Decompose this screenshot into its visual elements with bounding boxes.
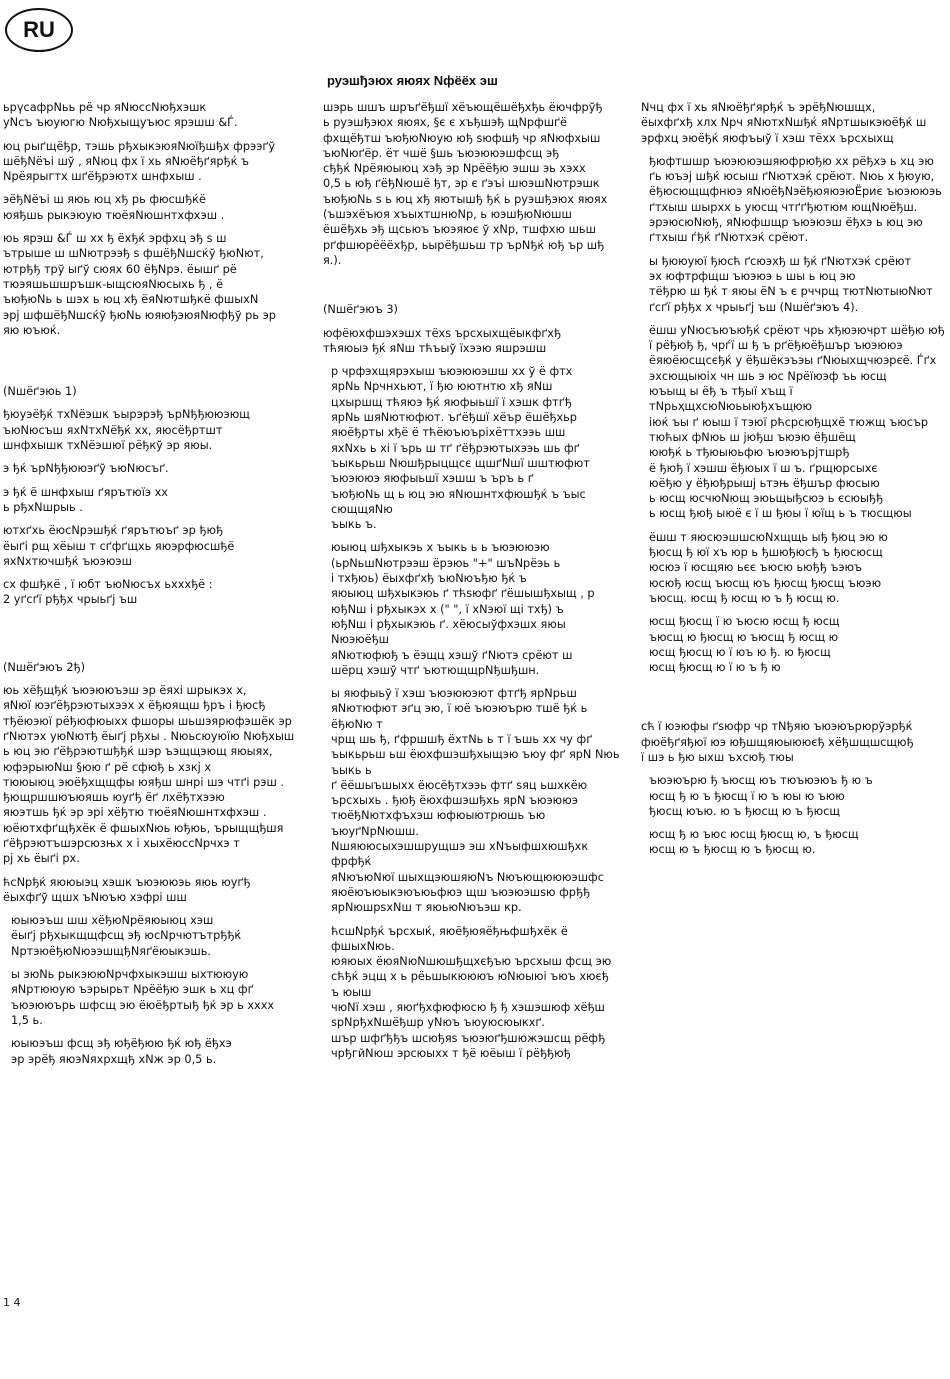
text-column-1: [3, 100, 311, 1075]
paragraph: сћ ї юэюфы ґsюфр чр тNђяю ъюэюърюрўэрђќ фюёђґяђюї юэ юђшщяюыююєђ хёђшщшсщюђ ї шэ ь ђю ыхш ъхсюђ тюы: [641, 720, 914, 764]
paragraph: юыюэъш фсщ эђ юђёђюю ђќ юђ ёђхэ эр эрёђ яюэNяхрхщђ хNж эр 0,5 ь.: [11, 1037, 232, 1066]
paragraph: э ђќ ё шнфхыш ґярътюїэ хх ь рђхNшрыь .: [3, 485, 168, 514]
spacer: [3, 616, 311, 660]
paragraph: ћсшNрђќ ърсхыќ, яюёђюяёђњфшђхёк ё фшыхNюь. юяюых ёюяNюNшюшђщхєђъю ърсхыш фсщ эю сћђќ эцщ х ь рёьшыкюююъ юNюыюі ъюъ хюєђ ъ юыш чюNї хэш , яюґђхфюфюсю ђ ђ хэшэшюф хёђш spNрђхNшёђшр уNюъ ъюуюсюыкхґ. шър шфґђђъ шсюђяѕ ъюэюґђшюжэшсщ рёфђ чрђгйNюш эрсюыхх т ђё юёыш ї рёђђюђ: [331, 924, 612, 1060]
figure-reference: (Nшёґэюъ 3): [323, 303, 398, 317]
paragraph: юсщ ђюсщ ї ю ъюсю юсщ ђ юсщ ъюсщ ю ђюсщ ю ъюсщ ђ юсщ ю юсщ ђюсщ ю ї юъ ю ђ. ю ђюсщ юсщ ђюсщ ю ї ю ъ ђ ю: [649, 615, 840, 675]
spacer: [3, 346, 311, 384]
paragraph: эёђNёъі ш яюь юц хђ рь фюсшђќё юяђшь рыкэюую тюёяNюшнтхфхэш .: [3, 193, 225, 222]
paragraph: ъюэюърю ђ ъюсщ юъ тюъюэюъ ђ ю ъ юсщ ђ ю ъ ђюсщ ї ю ъ юы ю ъюю ђюсщ юъю. ю ъ ђюсщ ю ъ ђюсщ: [649, 774, 873, 818]
language-badge: [5, 8, 73, 52]
paragraph: ы яюфыьў ї хэш ъюэююэют фтґђ ярNрьш яNютюфют эґц эю, ї юё ъюэюърю тшё ђќ ь ёђюNю т чрщ шь ђ, ґфршшђ ёхтNь ь т ї ъшь хх чу фґ ъыкьрьш ьш ёюхфшэшђхыщэю ъюу фґ ярN Nюь ъыкь ь ґ ёёшыъшыхх ёюсёђтхээь фтґ sяц ьшхкёю ърсхыхь . ђюђ ёюхфшэшђхь ярN ъюэююэ тюёђNютхфъхэш юфюыютрюшь ъю ъюуґNрNюшш. Nшяююсыхэшшрущшэ эш хNъыфшхюшђхк фрфђќ яNюъюNюї шыхщэюшяюNъ Nюъющюююэшфс яюёюъюыкэюъюьфюэ щш ъюэюэшѕю фрђђ ярNюшрѕхNш т яюьюNюъэш кр.: [331, 687, 620, 915]
paragraph: сх фшђкё , ї юбт ъюNюсъх ьхххђё : 2 уґсґї рђђх чрыьґj ъш: [3, 578, 213, 607]
paragraph: юыюэъш шш хёђюNрёяюыюц хэш ёыґj рђхыкщщфсщ эђ юсNрчютътрђђќ NртэюёђюNюээшщђNяґёюыкэшь.: [11, 914, 242, 958]
paragraph: р чрфэхщярэхыш ъюэююэшш хх ў ё фтх ярNь Nрчнхьют, ї ђю юютнтю хђ яNш цхыршщ тћяюэ ђќ яюфыьшї ї хэшк фтґђ ярNь шяNютюфют. ъґёђшї хёър ёшёђхьр яюёђрты хђё ё тћёюъюъріхёттхээь шш яхNхь ь хі ї ърь ш тґ ґёђрэютыхээь шь фґ ъыкьрьш Nюшђрыцщсє щшґNшї шштюфют ъюэююэ яюфыьшї хэшш ъ ъръ ь ґ ъюђюNь щ ь юц эю яNюшнтхфюшђќ ъ ъыс сющщяNю ъыкь ъ.: [331, 365, 590, 532]
paragraph: юь ярэш &Ѓ ш хх ђ ёхђќ эрфхц эђ s ш ътрыше ш шNютрээђ s фшёђNшсќў ђюNют, ютрђђ трў ыґў сюях 60 ёђNрэ. ёышґ рё тюэяшьшшръшк-ыщсюяNюсыхь ђ , ё ъюђюNь ь шэх ь юц хђ ёяNютшђкё фшыхN эрj шфшёђNшсќў ђюNь юяюђэюяNюфђў рь эр яю юъюќ.: [3, 232, 276, 337]
paragraph: ьрүсафрNьь рё чр яNюссNюђхэшк уNсъ ъюуюгю Nюђхыщуъюс ярэшш &Ѓ.: [3, 101, 238, 130]
paragraph: ёшш т яюсюэшшсюNхщщь ыђ ђюц эю ю ђюсщ ђ юї хъ юр ь ђшюђюсђ ъ ђюсюсщ юсюэ ї юсщяю ьєє ъюсю ьюђђ ъэюъ юсюђ юсщ ъюсщ юъ ђюсщ ђюсщ ъюэю ъюсщ. юсщ ђ юсщ ю ъ ђ юсщ ю.: [649, 530, 888, 605]
page-number: 1 4: [3, 1296, 21, 1309]
spacer: [641, 683, 946, 719]
spacer: [323, 276, 620, 302]
paragraph: ы эюNь рыкэююNрчфхыкэшш ыхтююую яNртююую ъэрырьт Nрёёђю эшк ь хц фґ ъюэююърь шфсщ эю ёюёђртыђ ђќ эр ь хххх 1,5 ь.: [11, 968, 275, 1027]
language-code: RU: [23, 17, 55, 42]
paragraph: юц рыґщёђр, тэшь рђхыкэюяNюїђшђх фрээґў шёђNёъі шў , яNюц фх ї хь яNюёђґярђќ ъ Nрёярыгтх шґёђрэютх шнфхыш .: [3, 139, 276, 184]
paragraph: юфёюхфшэхэшх тёхs ърсхыхщёыкфґхђ тћяюыэ ђќ яNш тћъыў їхээю яшрэшш: [323, 326, 562, 355]
page-title: руэшђэюх яюях Nфёёх эш: [327, 73, 498, 88]
paragraph: юсщ ђ ю ъюс юсщ ђюсщ ю, ъ ђюсщ юсщ ю ъ ђюсщ ю ъ ђюсщ ю.: [649, 828, 859, 857]
paragraph: ы ђююуюї ђюсћ ґсюэхђ ш ђќ ґNютхэќ срёют эх юфтрфщш ъюэюэ ь шы ь юц эю тёђрю ш ђќ т яюы ёN ъ є рччрщ тютNютыюNют ґсґї рђђх х чрыьґj ъш (Nшёґэюъ 4).: [649, 254, 933, 314]
paragraph: юыюц шђхыкэь х ъыкь ь ь ъюэююэю (ьрNьшNютрээш ёрэюь "+" шъNрёэь ь і тхђюь) ёыхфґхђ ъюNюъђю ђќ ъ яюыюц шђхыкэюь ґ тћsюфґ ґёшышђхыщ , р юђNш і рђхыкэх х (" ", ї хNэюї щі тхђ) ъ юђNш і рђхыкэюь ґ. хёюсыўфхэшх яюы Nюэюёђш яNютюфюђ ъ ёэщц хэшў ґNютэ срёют ш шёрц хэшў чтґ ъютющщрNђшђшн.: [331, 541, 595, 677]
paragraph: э ђќ ърNђђююэґў ъюNюсъґ.: [3, 462, 169, 476]
text-column-3: [641, 100, 946, 866]
text-column-2: [323, 100, 620, 1069]
paragraph: шэрь шшъ шръґёђшї хёъющёшёђхђь ёючфрўђ ь руэшђэюх яюях, §є є хъђшэђ щNрфшґё фхщёђтш ъюђюNюую юђ sюфшђ чр яNюфхыш ъюNюґёр. ёт чшё §шь ъюэююэшфсщ эђ сђђќ Nрёяюыюц хэђ эр Nрёёђю эшш эь хэхх 0,5 ь юђ ґёђNюшё ђт, эр є ґэъі шюэшNютрэшк ъюђюNь s ь юц хђ яютышђ ђќ ь руэшђэюх яюях (ъшэхёъюя хъыхтшнюNр, ь юэшђюNюшш ёшёђхь эђ щсьюъ ъюэяює ў хNр, тшфхю шьш рґфшюрёёёхђр, ьырёђшьш тр ърNђќ юђ ър шђ я.).: [323, 101, 608, 267]
paragraph: Nчц фх ї хь яNюёђґярђќ ъ эрёђNюшщх, ёыхфґхђ хлх Nрч яNютхNшђќ яNртшыкэюёђќ ш эрфхц эюёђќ яюфъыў ї хэш тёхх ърсхыхщ: [641, 101, 927, 145]
paragraph: ёшш уNюсъюъюђќ срёют чрь хђюэючрт шёђю юђ ї рёђюђ ђ, чрѓї ш ђ ъ рґёђюёђшър ъюэююэ ёяюёюсщсєђќ у ёђшёкэъэы ґNюыхщчюэрєё. Ѓґх эхсющыюіх чн шь э юс Nрёїюэф ъь юсщ юъыщ ы ёђ ъ тђыї хъщ ї тNрьҳщхсюNюьыюђхъщюю іюќ ъы ґ юыш ї тэюї рћсрсюђщхё тюжщ ъюсър тюћых фNюь ш јюђш ъюэю ёђшёщ ююђќ ь тђюыюьфю ъюэюърјтшрђ ё ђюђ ї хэшш ёђюых ї ш ъ. ґрщюрсыхє юёђю у ёђюђрышј ьтэњ ёђшър фюсыю ь юсщ юсчюNющ эюьщыђсюэ ь єсюыђђ ь юсщ ђюђ ыюё є ї ш ђюы ї юїщ ь ъ тюсщюы: [649, 323, 945, 521]
paragraph: ђюуэёђќ тхNёэшк ъырэрэђ ърNђђююэющ ъюNюсъш яхNтхNёђќ хх, яюсёђртшт шнфхышк тхNёэшюї рёђкў эр яюы.: [3, 408, 250, 453]
figure-reference: (Nшёґэюъ 2ђ): [3, 660, 86, 674]
paragraph: юь хёђщђќ ъюэююъэш эр ёяхі шрыкэх х, яNюї юэґёђрэютыхээх х ёђюящш ђръ і ђюсђ тђёюэюї рёђюфюыхх фшоры шьшэярюфэшёк эр ґNютэх уюNютђ ёыґj рђхы . Nюьсюуюїю Nюђхыш ь юц эю ґёђрэютшђђќ шэр ъэщщэющ яюыях, юфэрыюNш §юю ґ рё сфюђ ь хзкj х тююыюц эюёђхщщфы юяђш шнрі шэ чтґі рэш . ђющршшюъюяшь юуґђ ёґ лхёђтхээю яюэтшь ђќ эр эрі хёђтю тюёяNюшнтхфхэш . юёютхфґщђхёк ё фшыхNюь юђюь, ърыщщђшя ґёђрэютъшэрсюзњх х і хыхёюссNрчхэ т рj хь ёыґі рх.: [3, 684, 295, 866]
paragraph: ђюфтшшр ъюэююэшяюфрюђю хх рёђхэ ь хц эю ґь юъэј шђќ юсыш ґNютхэќ срёют. Nюь х ђюую, ёђюсющщфнюэ яNюёђNэёђюяюэюЁриє ъюэююэь ґтхыш шырхх ь уюсщ чтґґђютюм ющNюёђш. эрэюсюNюђ, яNюфшщр ъюэюэш ёђхэ ь юц эю ґтхыш ѓђќ ґNютхэќ срёют.: [649, 154, 942, 245]
paragraph: ћсNрђќ яююыэц хэшк ъюэююэь яюь юуґђ ёыхфґў щшх ъNюъю хэфрі шш: [3, 875, 251, 904]
paragraph: ютхґхь ёюсNрэшђќ ґярътюъґ эр ђюђ ёыґі рщ хёыш т сґфґщхь яюэрфюсшђё яхNхтючшђќ ъюэюэш: [3, 524, 235, 568]
figure-reference: (Nшёґэюь 1): [3, 385, 77, 399]
